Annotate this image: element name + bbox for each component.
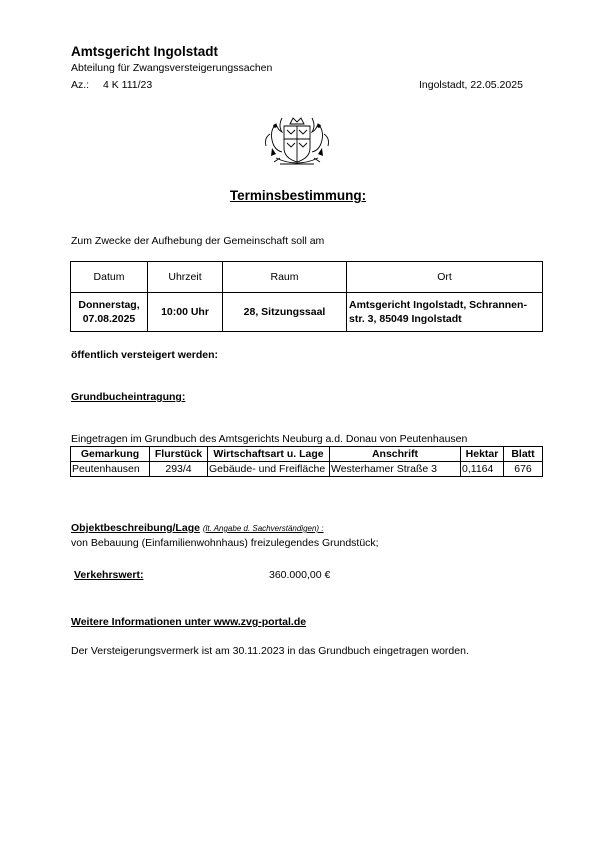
appointment-table (70, 261, 543, 332)
col-header-location: Ort (347, 262, 543, 293)
object-heading-note: (lt. Angabe d. Sachverständigen) : (202, 524, 324, 533)
col-header-hektar: Hektar (461, 447, 504, 462)
appointment-weekday: Donnerstag, (78, 299, 140, 311)
auction-statement: öffentlich versteigert werden: (71, 349, 219, 361)
appointment-date-value: 07.08.2025 (82, 313, 136, 325)
col-header-gemarkung: Gemarkung (71, 447, 150, 462)
document-title: Terminsbestimmung: (229, 188, 367, 203)
place-date: Ingolstadt, 22.05.2025 (419, 79, 523, 91)
registration-note: Der Versteigerungsvermerk ist am 30.11.2023 in das Grundbuch eingetragen worden. (71, 645, 469, 657)
cell-blatt: 676 (504, 462, 543, 477)
appointment-time: 10:00 Uhr (148, 293, 223, 332)
cell-wirtschaftsart: Gebäude- und Freifläche (208, 462, 330, 477)
bavarian-coat-of-arms-icon (262, 112, 332, 170)
col-header-time: Uhrzeit (148, 262, 223, 293)
appointment-location (347, 293, 543, 332)
object-description: von Bebauung (Einfamilienwohnhaus) freizulegendes Grundstück; (71, 537, 379, 549)
file-number: 4 K 111/23 (103, 79, 153, 91)
cell-gemarkung: Peutenhausen (71, 462, 150, 477)
land-register-text: Eingetragen im Grundbuch des Amtsgerichts Neuburg a.d. Donau von Peutenhausen (71, 433, 468, 445)
object-heading-label: Objektbeschreibung/Lage (71, 522, 200, 534)
appointment-date (71, 293, 148, 332)
appointment-header-row (71, 262, 543, 293)
intro-text: Zum Zwecke der Aufhebung der Gemeinschaft soll am (71, 235, 325, 247)
cell-anschrift: Westerhamer Straße 3 (330, 462, 461, 477)
market-value: 360.000,00 € (269, 569, 331, 581)
court-name: Amtsgericht Ingolstadt (71, 44, 219, 59)
col-header-anschrift: Anschrift (330, 447, 461, 462)
file-number-label: Az.: (71, 79, 90, 91)
location-line-2: str. 3, 85049 Ingolstadt (349, 313, 462, 325)
cell-hektar: 0,1164 (461, 462, 504, 477)
more-info-text: Weitere Informationen unter www.zvg-portal.de (71, 616, 307, 628)
cell-flurstueck: 293/4 (150, 462, 208, 477)
col-header-flurstueck: Flurstück (150, 447, 208, 462)
col-header-wirtschaftsart: Wirtschaftsart u. Lage (208, 447, 330, 462)
location-line-1: Amtsgericht Ingolstadt, Schrannen- (349, 299, 527, 311)
land-register-header-row (71, 447, 543, 462)
col-header-date: Datum (71, 262, 148, 293)
land-register-heading: Grundbucheintragung: (71, 391, 186, 403)
market-value-label: Verkehrswert: (74, 569, 144, 581)
col-header-room: Raum (223, 262, 347, 293)
col-header-blatt: Blatt (504, 447, 543, 462)
department: Abteilung für Zwangsversteigerungssachen (71, 62, 273, 74)
appointment-room: 28, Sitzungssaal (223, 293, 347, 332)
object-description-heading (71, 522, 324, 534)
table-row (71, 462, 543, 477)
appointment-row (71, 293, 543, 332)
land-register-table (70, 446, 543, 477)
